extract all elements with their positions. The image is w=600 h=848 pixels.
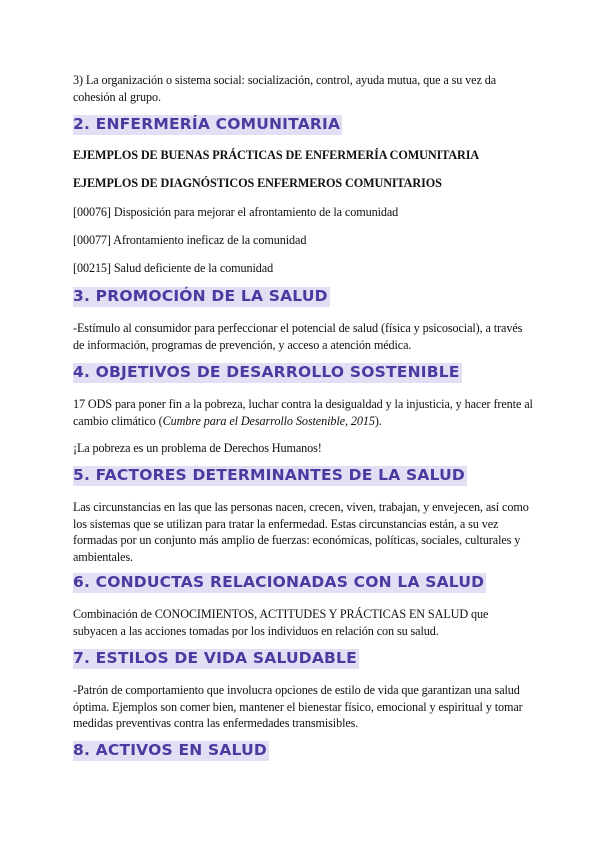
pobreza-quote: ¡La pobreza es un problema de Derechos Humanos! <box>73 441 322 455</box>
heading-promocion-salud: 3. PROMOCIÓN DE LA SALUD <box>73 287 328 305</box>
heading-estilos-vida: 7. ESTILOS DE VIDA SALUDABLE <box>73 649 357 667</box>
heading-conductas-salud: 6. CONDUCTAS RELACIONADAS CON LA SALUD <box>73 573 485 591</box>
subheading-buenas-practicas: EJEMPLOS DE BUENAS PRÁCTICAS DE ENFERMERÍA COMUNITARIA <box>73 148 480 162</box>
heading-enfermeria-comunitaria: 2. ENFERMERÍA COMUNITARIA <box>73 115 341 133</box>
heading-ods: 4. OBJETIVOS DE DESARROLLO SOSTENIBLE <box>73 363 460 381</box>
promocion-paragraph: -Estímulo al consumidor para perfeccionar el potencial de salud (física y psicosocial), a través de información, programas de prevención, y acceso a atención médica. <box>73 321 523 352</box>
subheading-diagnosticos: EJEMPLOS DE DIAGNÓSTICOS ENFERMEROS COMUNITARIOS <box>73 176 442 190</box>
diagnosis-00215: [00215] Salud deficiente de la comunidad <box>73 261 274 275</box>
ods-text-a: 17 ODS para poner fin a la pobreza, luchar contra la desigualdad y la injusticia, y hacer frente al cambio climático ( <box>73 397 533 428</box>
ods-paragraph <box>73 396 533 429</box>
diagnosis-00077: [00077] Afrontamiento ineficaz de la comunidad <box>73 233 307 247</box>
heading-factores-determinantes: 5. FACTORES DETERMINANTES DE LA SALUD <box>73 466 465 484</box>
diagnosis-00076: [00076] Disposición para mejorar el afrontamiento de la comunidad <box>73 205 399 219</box>
ods-citation: Cumbre para el Desarrollo Sostenible, 2015 <box>162 413 375 428</box>
heading-activos-salud: 8. ACTIVOS EN SALUD <box>73 741 267 759</box>
factores-paragraph: Las circunstancias en las que las personas nacen, crecen, viven, trabajan, y envejecen, así como los sistemas que se utilizan para tratar la enfermedad. Estas circunstancias están, a su vez formadas por un conjunto más amplio de fuerzas: económicas, políticas, sociales, culturales y ambientales. <box>73 500 529 564</box>
conductas-paragraph: Combinación de CONOCIMIENTOS, ACTITUDES Y PRÁCTICAS EN SALUD que subyacen a las acciones tomadas por los individuos en relación con su salud. <box>73 607 489 638</box>
estilos-paragraph: -Patrón de comportamiento que involucra opciones de estilo de vida que garantizan una salud óptima. Ejemplos son comer bien, mantener el bienestar físico, emocional y espiritual y tomar medidas preventivas contra las enfermedades transmisibles. <box>73 683 523 730</box>
ods-text-b: ). <box>374 413 382 428</box>
intro-paragraph: 3) La organización o sistema social: socialización, control, ayuda mutua, que a su vez da cohesión al grupo. <box>73 73 497 104</box>
